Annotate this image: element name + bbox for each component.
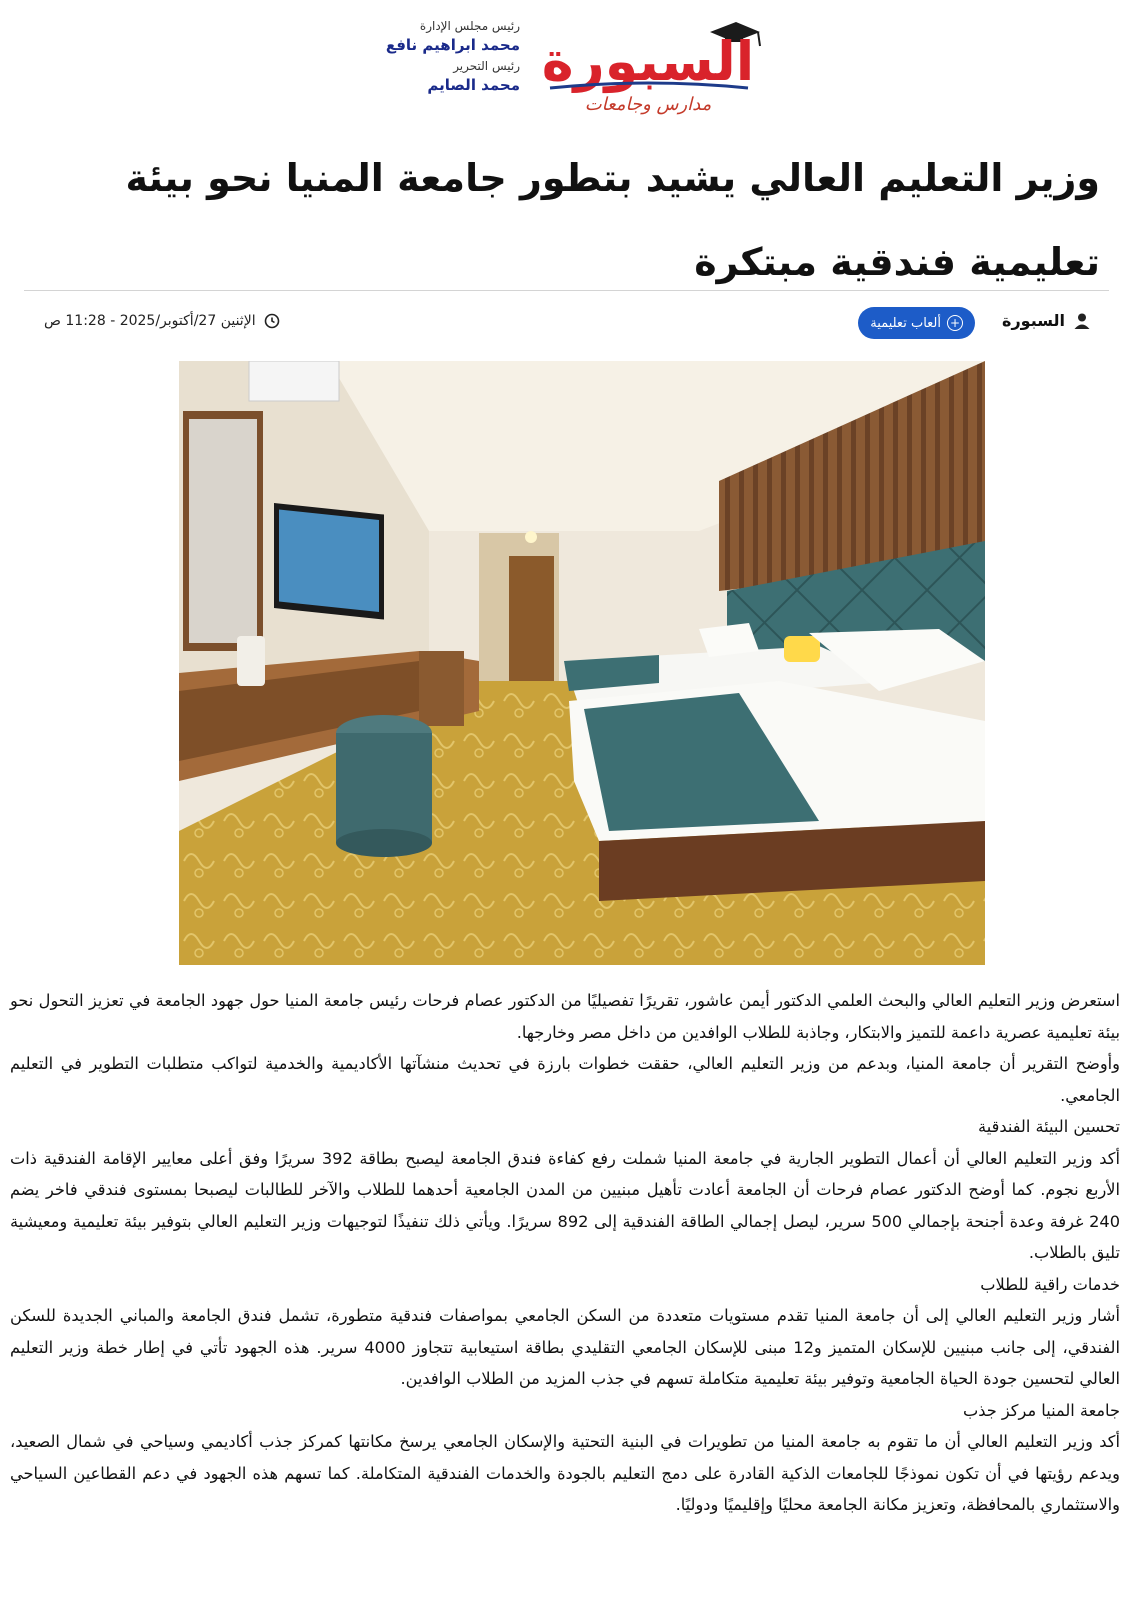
paragraph: أشار وزير التعليم العالي إلى أن جامعة المنيا تقدم مستويات متعددة من السكن الجامعي بمواصفات فندقية متطورة، تشمل فندق الجامعة والمباني الجديدة للسكن الفندقي، إلى جانب مبنيين للإسكان المتميز و12 مبنى للإسكان الجامعي التقليدي بطاقة استيعابية تتجاوز 4000 سرير. هذه الجهود تأتي في إطار خطة وزير التعليم العالي لتحسين جودة الحياة الجامعية وتوفير بيئة تعليمية متكاملة تسهم في جذب المزيد من الطلاب الوافدين. [10,1306,1120,1388]
clock-icon [264,313,280,329]
site-logo[interactable] [520,10,780,120]
divider [24,290,1109,291]
category-badge[interactable] [858,307,975,339]
category-label: ألعاب تعليمية [870,315,941,331]
section-heading: خدمات راقية للطلاب [980,1274,1120,1294]
paragraph: أكد وزير التعليم العالي أن أعمال التطوير الجارية في جامعة المنيا شملت رفع كفاءة فندق الجامعة ليصبح بطاقة 392 سريرًا وفق أعلى معايير الإقامة الفندقية ذات الأربع نجوم. كما أوضح الدكتور عصام فرحات أن الجامعة أعادت تأهيل مبنيين من المدن الجامعية أحدهما للطلاب والآخر للطالبات ليصبحا بمستوى فندقي فاخر يضم 240 غرفة وعدة أجنحة بإجمالي 500 سرير، ليصل إجمالي الطاقة الفندقية إلى 892 سريرًا. ويأتي ذلك تنفيذًا لتوجيهات وزير التعليم العالي بتوفير بيئة تعليمية ومعيشية تليق بالطلاب. [10,1148,1120,1262]
logo-wordmark: السبورة [541,30,755,93]
staff-box [380,16,520,96]
editor-name: محمد الصايم [427,76,520,94]
masthead [380,10,780,125]
editor-label: رئيس التحرير [453,59,520,73]
person-icon [1073,312,1091,330]
hotel-room-photo [179,361,985,965]
section-heading: جامعة المنيا مركز جذب [962,1400,1120,1420]
date-text: الإثنين 27/أكتوبر/2025 - 11:28 ص [44,313,256,329]
board-chair-label: رئيس مجلس الإدارة [419,19,520,33]
paragraph: أكد وزير التعليم العالي أن ما تقوم به جامعة المنيا من تطويرات في البنية التحتية والإسكان الجامعي يرسخ مكانتها كمركز جذب أكاديمي وسياحي في شمال الصعيد، ويدعم رؤيتها في أن تكون نموذجًا للجامعات الذكية القادرة على دمج التعليم بالجودة والخدمات الفندقية المتكاملة. كما تسهم هذه الجهود في دعم القطاعين السياحي والاستثماري بالمحافظة، وتعزيز مكانة الجامعة محليًا وإقليميًا ودوليًا. [10,1432,1120,1514]
plus-circle-icon: + [947,315,963,331]
board-chair-name: محمد ابراهيم نافع [385,36,520,54]
publish-date [44,313,280,329]
author-name: السبورة [1002,311,1065,330]
logo-tagline: مدارس وجامعات [584,94,712,115]
article-title: وزير التعليم العالي يشيد بتطور جامعة المنيا نحو بيئة تعليمية فندقية مبتكرة [125,156,1100,284]
article-body [10,985,1120,1521]
article-meta [24,305,1109,341]
paragraph: استعرض وزير التعليم العالي والبحث العلمي الدكتور أيمن عاشور، تقريرًا تفصيليًا من الدكتور عصام فرحات رئيس جامعة المنيا حول جهود الجامعة في تعزيز التحول نحو بيئة تعليمية عصرية داعمة للتميز والابتكار، وجاذبة للطلاب الوافدين من داخل مصر وخارجها. [10,991,1120,1042]
author-info[interactable] [1002,311,1091,330]
paragraph: وأوضح التقرير أن جامعة المنيا، وبدعم من وزير التعليم العالي، حققت خطوات بارزة في تحديث منشآتها الأكاديمية والخدمية لتواكب متطلبات التطوير في التعليم الجامعي. [10,1054,1120,1105]
section-heading: تحسين البيئة الفندقية [978,1117,1120,1136]
